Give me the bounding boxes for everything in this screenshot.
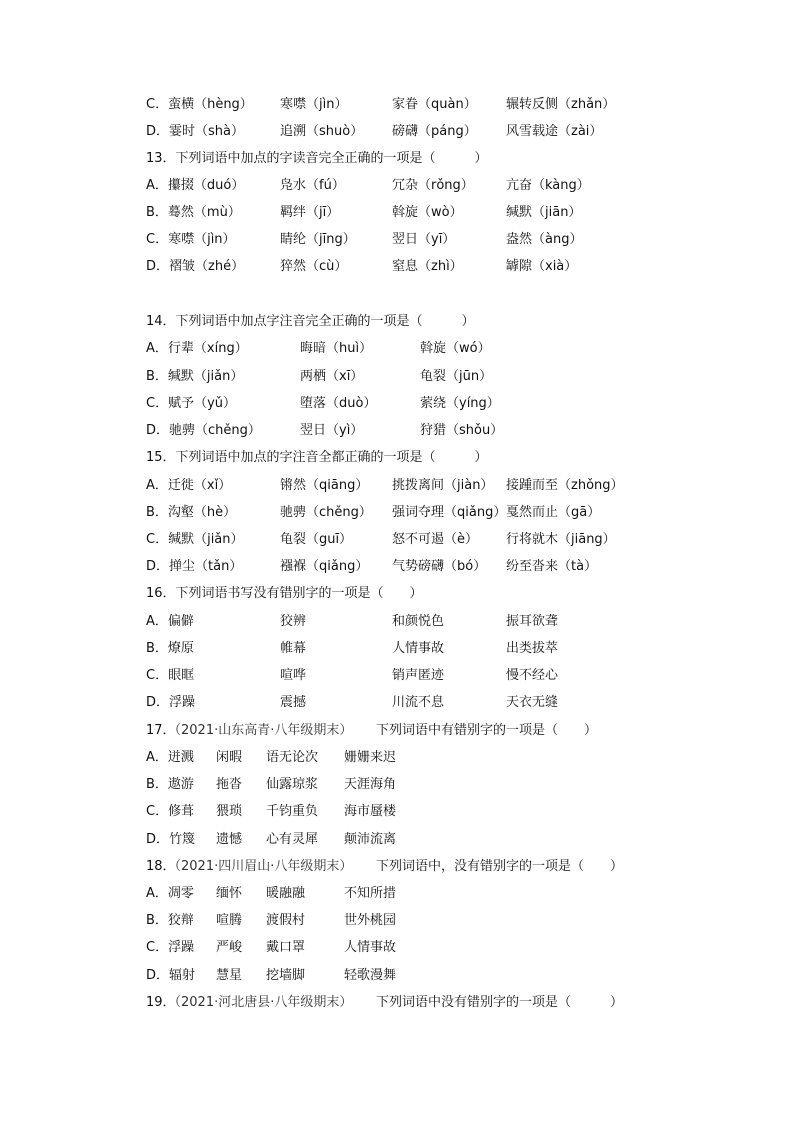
option-cell: B．沟壑（hè）: [146, 505, 237, 520]
question-source: （2021·四川眉山·八年级期末）: [168, 859, 353, 874]
option-line: [0, 911, 794, 931]
option-line: [0, 339, 794, 359]
question-line: [0, 857, 794, 877]
question-source: （2021·山东高青·八年级期末）: [168, 723, 353, 738]
option-line: [0, 394, 794, 414]
option-cell: 销声匿迹: [392, 668, 445, 683]
option-line: [0, 367, 794, 387]
option-line: [0, 612, 794, 632]
question-line: [0, 149, 794, 169]
question-text: 15．下列词语中加点的字注音全都正确的一项是（ ）: [146, 450, 488, 465]
option-cell: 慢不经心: [506, 668, 559, 683]
option-cell: 遗憾: [216, 832, 243, 847]
option-cell: D．浮躁: [146, 695, 196, 710]
option-cell: 斡旋（wò）: [392, 205, 463, 220]
option-cell: 狡辨: [280, 614, 307, 629]
option-cell: D．驰骋（chěng）: [146, 423, 261, 438]
option-cell: 挑拨离间（jiàn）: [392, 478, 494, 493]
option-line: [0, 557, 794, 577]
option-cell: 磅礴（páng）: [392, 124, 477, 139]
option-cell: 不知所措: [344, 886, 397, 901]
option-cell: 和颜悦色: [392, 614, 445, 629]
option-cell: 翌日（yì）: [300, 423, 364, 438]
option-cell: 挖墙脚: [266, 968, 306, 983]
option-line: [0, 203, 794, 223]
option-line: [0, 530, 794, 550]
option-cell: 羁绊（jī）: [280, 205, 340, 220]
option-line: [0, 966, 794, 986]
option-cell: 心有灵犀: [266, 832, 319, 847]
option-cell: 仙露琼浆: [266, 777, 319, 792]
option-cell: 姗姗来迟: [344, 750, 397, 765]
option-cell: D．褶皱（zhé）: [146, 259, 245, 274]
option-line: [0, 176, 794, 196]
option-line: [0, 95, 794, 115]
option-line: [0, 830, 794, 850]
question-number: 17．: [146, 723, 176, 738]
option-cell: 晦暗（huì）: [300, 341, 373, 356]
option-cell: 窒息（zhì）: [392, 259, 463, 274]
option-cell: 怒不可遏（è）: [392, 532, 478, 547]
question-text: 14．下列词语中加点字注音完全正确的一项是（ ）: [146, 314, 475, 329]
option-cell: B．蓦然（mù）: [146, 205, 241, 220]
option-cell: 强词夺理（qiǎng）: [392, 505, 507, 520]
option-cell: 风雪载途（zài）: [506, 124, 603, 139]
option-cell: 气势磅礴（bó）: [392, 559, 487, 574]
option-cell: C．眼眶: [146, 668, 195, 683]
option-cell: 喧腾: [216, 913, 243, 928]
option-cell: C．浮躁: [146, 940, 195, 955]
option-cell: 睛纶（jīng）: [280, 232, 356, 247]
option-cell: 猥琐: [216, 804, 243, 819]
option-cell: A．攥掇（duó）: [146, 178, 245, 193]
option-cell: 千钧重负: [266, 804, 319, 819]
option-cell: 锵然（qiāng）: [280, 478, 369, 493]
option-cell: D．竹篾: [146, 832, 196, 847]
option-line: [0, 666, 794, 686]
option-cell: D．霎时（shà）: [146, 124, 244, 139]
option-cell: 人情事故: [344, 940, 397, 955]
option-line: [0, 421, 794, 441]
option-cell: 天涯海角: [344, 777, 397, 792]
option-line: [0, 257, 794, 277]
option-line: [0, 884, 794, 904]
option-cell: 盎然（àng）: [506, 232, 583, 247]
question-line: [0, 993, 794, 1013]
option-cell: B．燎原: [146, 641, 194, 656]
option-cell: 龟裂（guī）: [280, 532, 353, 547]
option-cell: C．缄默（jiǎn）: [146, 532, 244, 547]
option-line: [0, 639, 794, 659]
question-line: [0, 721, 794, 741]
option-cell: 凫水（fú）: [280, 178, 345, 193]
option-cell: 驰骋（chěng）: [280, 505, 372, 520]
option-cell: 行将就木（jiāng）: [506, 532, 616, 547]
option-line: [0, 802, 794, 822]
option-cell: 戛然而止（gā）: [506, 505, 601, 520]
option-cell: C．寒噤（jìn）: [146, 232, 236, 247]
option-cell: A．行辈（xíng）: [146, 341, 248, 356]
option-cell: A．迁徙（xǐ）: [146, 478, 232, 493]
option-cell: 震撼: [280, 695, 307, 710]
option-cell: 龟裂（jūn）: [420, 369, 493, 384]
option-line: [0, 938, 794, 958]
option-cell: 冗杂（rǒng）: [392, 178, 474, 193]
option-cell: 缄默（jiān）: [506, 205, 582, 220]
option-cell: D．掸尘（tǎn）: [146, 559, 243, 574]
option-cell: 堕落（duò）: [300, 396, 377, 411]
option-cell: 罅隙（xià）: [506, 259, 578, 274]
option-cell: 颠沛流离: [344, 832, 397, 847]
option-cell: 接踵而至（zhǒng）: [506, 478, 624, 493]
option-cell: 出类拔萃: [506, 641, 559, 656]
option-cell: 渡假村: [266, 913, 306, 928]
option-cell: B．缄默（jiǎn）: [146, 369, 244, 384]
question-number: 18．: [146, 859, 176, 874]
option-line: [0, 122, 794, 142]
option-cell: A．偏僻: [146, 614, 194, 629]
question-text: 13．下列词语中加点的字读音完全正确的一项是（ ）: [146, 151, 488, 166]
option-cell: 喧哗: [280, 668, 307, 683]
option-cell: 暖融融: [266, 886, 306, 901]
option-line: [0, 693, 794, 713]
option-cell: 狩猎（shǒu）: [420, 423, 504, 438]
option-line: [0, 230, 794, 250]
option-line: [0, 775, 794, 795]
question-text: 16．下列词语书写没有错别字的一项是（ ）: [146, 586, 423, 601]
option-cell: 翌日（yī）: [392, 232, 456, 247]
question-line: [0, 584, 794, 604]
option-cell: 严峻: [216, 940, 243, 955]
option-cell: 家眷（quàn）: [392, 97, 477, 112]
option-cell: 斡旋（wó）: [420, 341, 491, 356]
question-line: [0, 448, 794, 468]
option-line: [0, 503, 794, 523]
option-cell: 襁褓（qiǎng）: [280, 559, 369, 574]
option-cell: 语无论次: [266, 750, 319, 765]
option-cell: 纷至沓来（tà）: [506, 559, 598, 574]
option-cell: 慧星: [216, 968, 243, 983]
option-cell: 川流不息: [392, 695, 445, 710]
option-line: [0, 748, 794, 768]
option-cell: 拖沓: [216, 777, 243, 792]
question-text: 下列词语中有错别字的一项是（ ）: [376, 723, 598, 738]
question-number: 19．: [146, 995, 176, 1010]
option-cell: 振耳欲聋: [506, 614, 559, 629]
question-line: [0, 312, 794, 332]
option-cell: 轻歌漫舞: [344, 968, 397, 983]
option-cell: 缅怀: [216, 886, 243, 901]
option-cell: 猝然（cù）: [280, 259, 348, 274]
option-cell: C．赋予（yǔ）: [146, 396, 237, 411]
option-cell: 海市蜃楼: [344, 804, 397, 819]
option-cell: 两栖（xī）: [300, 369, 364, 384]
option-cell: C．蛮横（hèng）: [146, 97, 253, 112]
option-cell: 寒噤（jìn）: [280, 97, 348, 112]
question-text: 下列词语中没有错别字的一项是（ ）: [376, 995, 624, 1010]
option-cell: 人情事故: [392, 641, 445, 656]
option-cell: A．凋零: [146, 886, 194, 901]
option-cell: 戴口罩: [266, 940, 306, 955]
option-cell: 帷幕: [280, 641, 307, 656]
option-cell: 世外桃园: [344, 913, 397, 928]
option-cell: 追溯（shuò）: [280, 124, 364, 139]
question-text: 下列词语中，没有错别字的一项是（ ）: [376, 859, 624, 874]
option-cell: A．迸溅: [146, 750, 194, 765]
option-cell: 天衣无缝: [506, 695, 559, 710]
option-cell: 亢奋（kàng）: [506, 178, 590, 193]
option-line: [0, 476, 794, 496]
option-cell: B．遨游: [146, 777, 194, 792]
option-cell: D．辐射: [146, 968, 196, 983]
option-cell: 辗转反侧（zhǎn）: [506, 97, 616, 112]
option-cell: 闲暇: [216, 750, 243, 765]
option-cell: C．修葺: [146, 804, 195, 819]
question-source: （2021·河北唐县·八年级期末）: [168, 995, 353, 1010]
option-cell: 萦绕（yíng）: [420, 396, 500, 411]
option-cell: B．狡辩: [146, 913, 194, 928]
